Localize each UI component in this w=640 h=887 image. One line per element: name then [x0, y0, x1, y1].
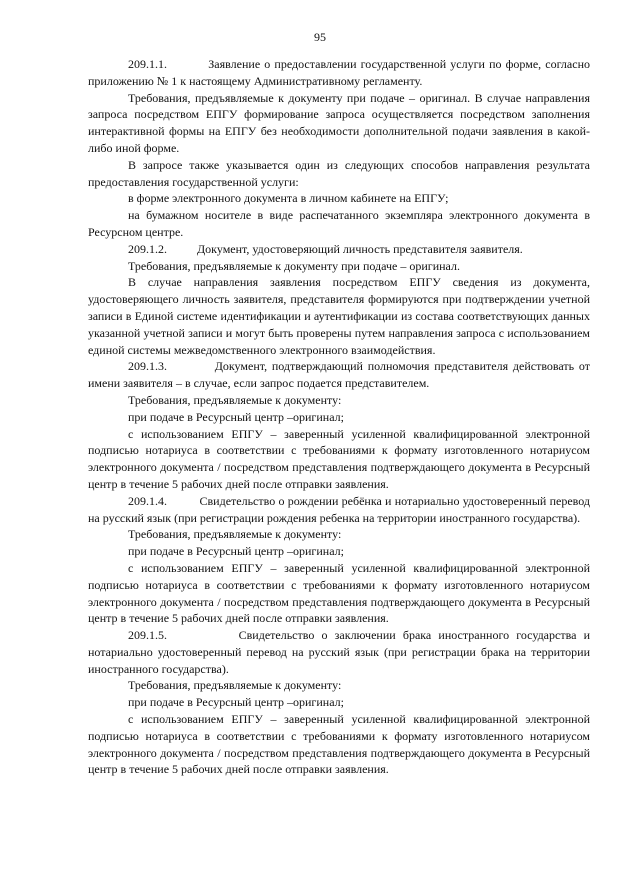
paragraph-209-1-2: 209.1.2. Документ, удостоверяющий личность представителя заявителя.	[128, 241, 523, 256]
paragraph-requirements: Требования, предъявляемые к документу:	[128, 678, 342, 693]
paragraph-requirements: Требования, предъявляемые к документу при подаче – оригинал.	[128, 258, 460, 273]
paragraph-requirements: Требования, предъявляемые к документу:	[128, 392, 342, 407]
paragraph-requirements: Требования, предъявляемые к документу при подаче – оригинал. В случае направления запроса посредством ЕПГУ формирование запроса осуществляется посредством заполнения интерактивной формы на ЕПГУ без необходимости дополнительной подачи заявления в какой-либо иной форме.	[88, 90, 593, 155]
paragraph-identity-epgu: В случае направления заявления посредством ЕПГУ сведения из документа, удостоверяющего личность заявителя, представителя формируются при подтверждении учетной записи в Единой системе идентификации и аутентификации из состава соответствующих данных указанной учетной записи и могут быть проверены путем направления запроса с использованием единой системы межведомственного электронного взаимодействия.	[88, 275, 593, 357]
paragraph-resource-center: при подаче в Ресурсный центр –оригинал;	[128, 695, 344, 710]
paragraph-method-paper: на бумажном носителе в виде распечатанного экземпляра электронного документа в Ресурсном центре.	[88, 208, 593, 239]
paragraph-209-1-3: 209.1.3. Документ, подтверждающий полномочия представителя действовать от имени заявителя – в случае, если запрос подается представителем.	[88, 359, 593, 391]
document-body	[88, 56, 593, 778]
paragraph-method-epgu: в форме электронного документа в личном кабинете на ЕПГУ;	[128, 191, 449, 206]
paragraph-epgu-signature: с использованием ЕПГУ – заверенный усиленной квалифицированной электронной подписью нотариуса в соответствии с требованиями к формату изготовленного нотариусом электронного документа / посредством представления подтверждающего документа в Ресурсный центр в течение 5 рабочих дней после отправки заявления.	[88, 560, 593, 626]
paragraph-209-1-4: 209.1.4. Свидетельство о рождении ребёнка и нотариально удостоверенный перевод на русский язык (при регистрации рождения ребенка на территории иностранного государства).	[88, 493, 593, 525]
paragraph-209-1-1: 209.1.1. Заявление о предоставлении государственной услуги по форме, согласно приложению № 1 к настоящему Административному регламенту.	[88, 57, 593, 88]
paragraph-epgu-signature: с использованием ЕПГУ – заверенный усиленной квалифицированной электронной подписью нотариуса в соответствии с требованиями к формату изготовленного нотариусом электронного документа / посредством представления подтверждающего документа в Ресурсный центр в течение 5 рабочих дней после отправки заявления.	[88, 426, 593, 491]
paragraph-resource-center: при подаче в Ресурсный центр –оригинал;	[128, 409, 344, 424]
paragraph-result-methods: В запросе также указывается один из следующих способов направления результата предоставления государственной услуги:	[88, 157, 593, 189]
paragraph-resource-center: при подаче в Ресурсный центр –оригинал;	[128, 544, 344, 559]
page-number: 95	[314, 30, 326, 44]
paragraph-epgu-signature: с использованием ЕПГУ – заверенный усиленной квалифицированной электронной подписью нотариуса в соответствии с требованиями к формату изготовленного нотариусом электронного документа / посредством представления подтверждающего документа в Ресурсный центр в течение 5 рабочих дней после отправки заявления.	[88, 712, 593, 777]
paragraph-209-1-5: 209.1.5. Свидетельство о заключении брака иностранного государства и нотариально удостоверенный перевод на русский язык (при регистрации брака на территории иностранного государства).	[88, 628, 593, 676]
paragraph-requirements: Требования, предъявляемые к документу:	[128, 527, 342, 542]
